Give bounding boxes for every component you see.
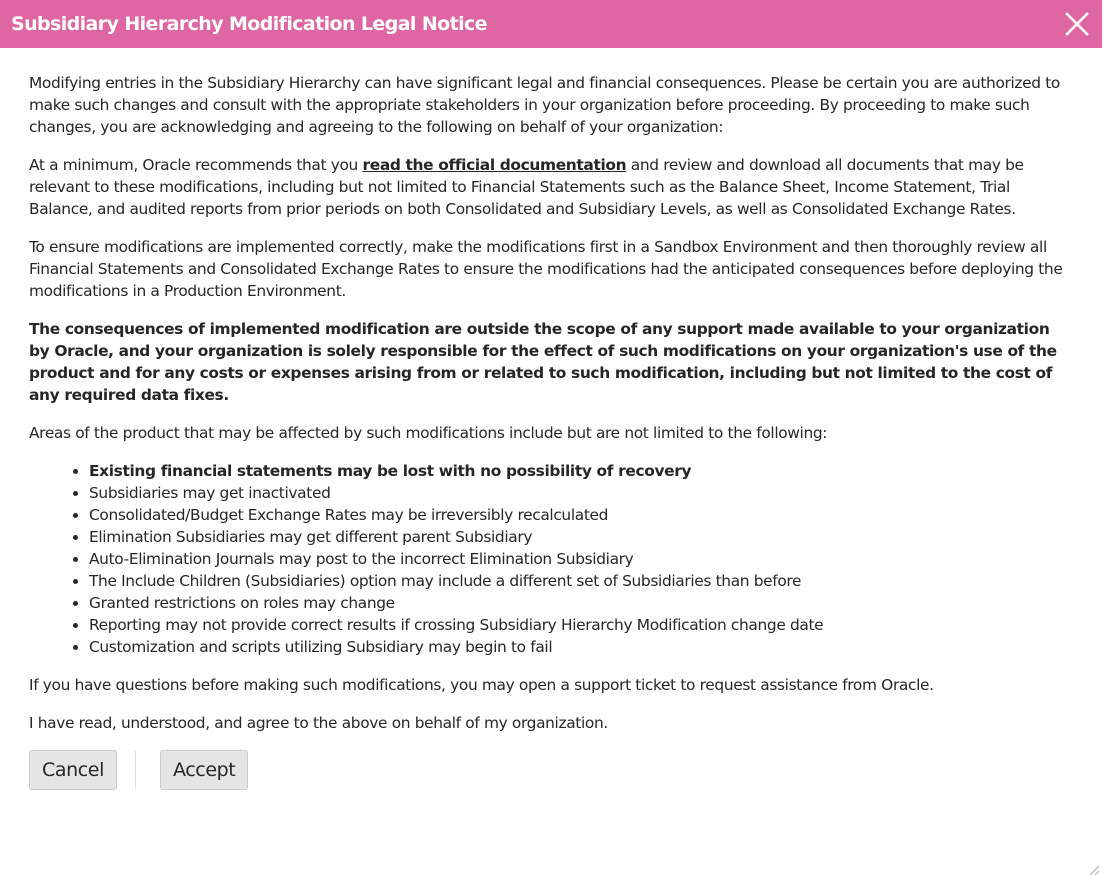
dialog-titlebar (0, 0, 1102, 48)
notice-content (0, 48, 1102, 734)
official-documentation-link[interactable]: read the official documentation (362, 156, 627, 174)
resize-handle-icon[interactable] (1088, 861, 1100, 873)
list-item: • Existing financial statements may be lost with no possibility of recovery (89, 460, 1073, 482)
dialog-button-bar (0, 750, 1102, 790)
list-item: • Subsidiaries may get inactivated (89, 482, 1073, 504)
list-item: • Customization and scripts utilizing Subsidiary may begin to fail (89, 636, 1073, 658)
list-item: • Reporting may not provide correct results if crossing Subsidiary Hierarchy Modification change date (89, 614, 1073, 636)
notice-paragraph-support: If you have questions before making such modifications, you may open a support ticket to request assistance from Oracle. (29, 676, 934, 694)
button-divider (135, 751, 136, 789)
notice-paragraph-agreement: I have read, understood, and agree to the above on behalf of my organization. (29, 714, 608, 732)
notice-text: At a minimum, Oracle recommends that you (29, 156, 363, 174)
dialog-title: Subsidiary Hierarchy Modification Legal Notice (11, 13, 487, 35)
list-item: • The Include Children (Subsidiaries) option may include a different set of Subsidiaries than before (89, 570, 1073, 592)
notice-paragraph-authorization: Modifying entries in the Subsidiary Hierarchy can have significant legal and financial consequences. Please be certain you are authorized to make such changes and consult with the appropriate stakeholders in your organization before proceeding. By proceeding to make such changes, you are acknowledging and agreeing to the following on behalf of your organization: (29, 74, 1060, 136)
cancel-button[interactable]: Cancel (29, 750, 117, 790)
affected-areas-list (29, 460, 1073, 658)
accept-button[interactable]: Accept (160, 750, 248, 790)
notice-paragraph-sandbox: To ensure modifications are implemented correctly, make the modifications first in a Sandbox Environment and then thoroughly review all Financial Statements and Consolidated Exchange Rates to ensure the modifications had the anticipated consequences before deploying the modifications in a Production Environment. (29, 238, 1063, 300)
close-icon[interactable] (1064, 11, 1090, 37)
notice-paragraph-documentation (29, 154, 1073, 220)
list-item: • Auto-Elimination Journals may post to the incorrect Elimination Subsidiary (89, 548, 1073, 570)
notice-text: and review and download all documents that may be relevant to these modifications, including but not limited to Financial Statements such as the Balance Sheet, Income Statement, Trial Balance, and audited reports from prior periods on both Consolidated and Subsidiary Levels, as well as Consolidated Exchange Rates. (29, 156, 1024, 218)
list-item: • Consolidated/Budget Exchange Rates may be irreversibly recalculated (89, 504, 1073, 526)
notice-paragraph-areas-intro: Areas of the product that may be affected by such modifications include but are not limited to the following: (29, 424, 828, 442)
list-item: • Elimination Subsidiaries may get different parent Subsidiary (89, 526, 1073, 548)
notice-paragraph-consequences: The consequences of implemented modification are outside the scope of any support made available to your organization by Oracle, and your organization is solely responsible for the effect of such modifications on your organization's use of the product and for any costs or expenses arising from or related to such modification, including but not limited to the cost of any required data fixes. (29, 320, 1057, 404)
list-item: • Granted restrictions on roles may change (89, 592, 1073, 614)
